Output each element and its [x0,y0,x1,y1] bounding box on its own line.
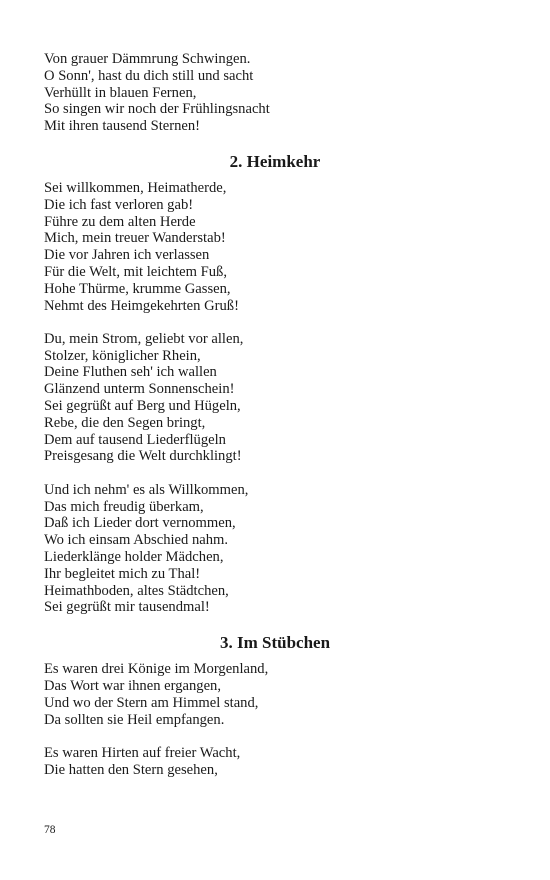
verse-line: Verhüllt in blauen Fernen, [44,84,197,101]
poem-section-heimkehr [44,152,506,616]
verse-line: Dem auf tausend Liederflügeln [44,431,226,448]
verse-line: Es waren drei Könige im Morgenland, [44,661,269,678]
verse-line: Die ich fast verloren gab! [44,196,194,213]
verse-line: Es waren Hirten auf freier Wacht, [44,744,241,761]
stanza [44,51,506,135]
verse-line: Wo ich einsam Abschied nahm. [44,532,229,549]
verse-line: Nehmt des Heimgekehrten Gruß! [44,297,239,314]
verse-line: Sei gegrüßt mir tausendmal! [44,599,210,616]
verse-line: O Sonn', hast du dich still und sacht [44,67,254,84]
verse-line: Glänzend unterm Sonnenschein! [44,381,235,398]
verse-line: Mit ihren tausend Sternen! [44,118,201,135]
verse-line: Stolzer, königlicher Rhein, [44,347,201,364]
verse-line: Deine Fluthen seh' ich wallen [44,364,217,381]
verse-line: Daß ich Lieder dort vernommen, [44,515,236,532]
verse-line: Heimathboden, altes Städtchen, [44,582,229,599]
section-heading: 3. Im Stübchen [219,633,331,653]
verse-line: Das Wort war ihnen ergangen, [44,677,222,694]
verse-line: Preisgesang die Welt durchklingt! [44,448,242,465]
page-number: 78 [44,824,56,836]
verse-line: Sei gegrüßt auf Berg und Hügeln, [44,398,241,415]
section-heading: 2. Heimkehr [229,151,321,171]
verse-line: Hohe Thürme, krumme Gassen, [44,280,231,297]
stanza [44,331,506,465]
poem-section-im-stuebchen [44,633,506,778]
verse-line: Rebe, die den Segen bringt, [44,414,206,431]
verse-line: Und ich nehm' es als Willkommen, [44,481,249,498]
verse-line: Sei willkommen, Heimatherde, [44,179,227,196]
verse-line: Da sollten sie Heil empfangen. [44,711,225,728]
verse-line: Für die Welt, mit leichtem Fuß, [44,263,227,280]
stanza [44,745,506,779]
poem-section-continuation [44,51,506,135]
stanza [44,180,506,314]
page-body [44,51,506,778]
verse-line: So singen wir noch der Frühlingsnacht [44,101,270,118]
verse-line: Die vor Jahren ich verlassen [44,247,210,264]
verse-line: Von grauer Dämmrung Schwingen. [44,51,251,67]
verse-line: Führe zu dem alten Herde [44,213,196,230]
verse-line: Die hatten den Stern gesehen, [44,761,218,778]
verse-line: Du, mein Strom, geliebt vor allen, [44,330,244,347]
verse-line: Liederklänge holder Mädchen, [44,548,224,565]
stanza [44,482,506,616]
verse-line: Ihr begleitet mich zu Thal! [44,565,201,582]
verse-line: Das mich freudig überkam, [44,498,204,515]
verse-line: Mich, mein treuer Wanderstab! [44,230,226,247]
verse-line: Und wo der Stern am Himmel stand, [44,694,259,711]
stanza [44,661,506,728]
